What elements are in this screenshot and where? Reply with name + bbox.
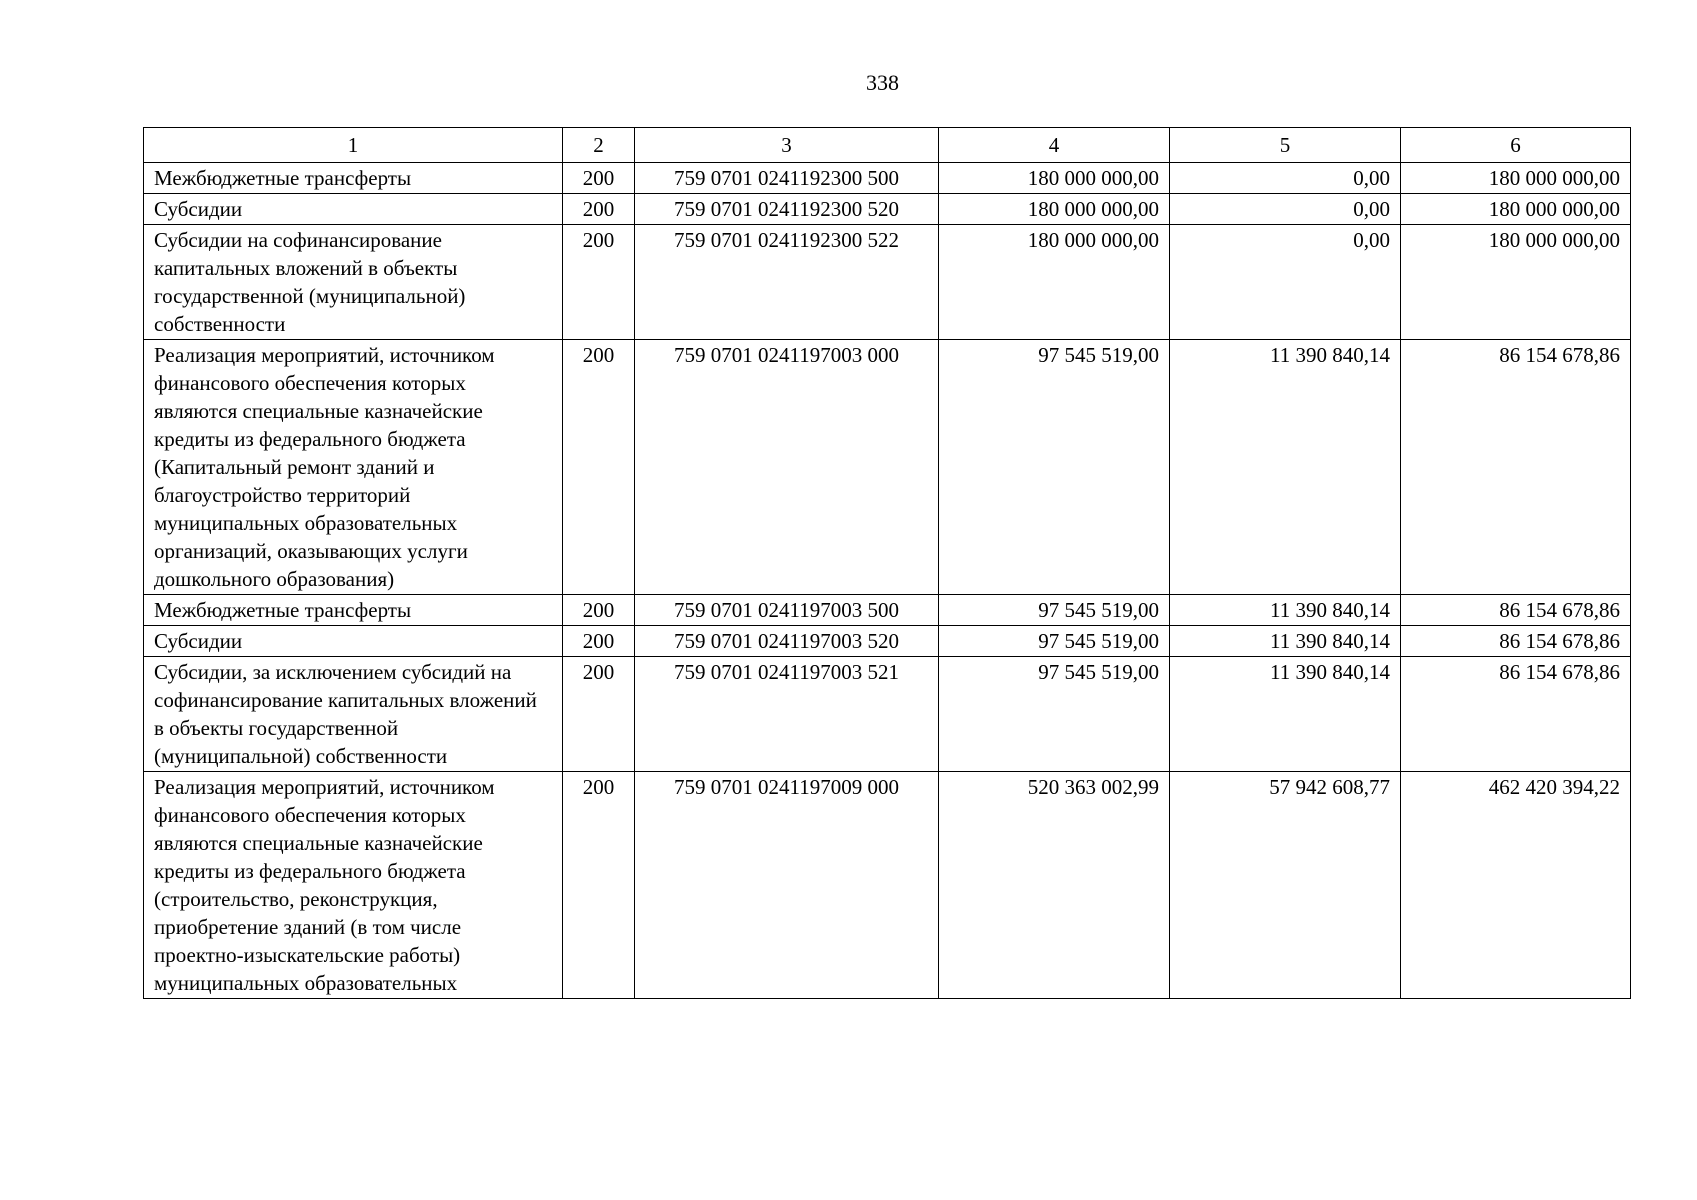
row-kbk: 759 0701 0241192300 520 xyxy=(635,194,939,225)
row-name: Реализация мероприятий, источником финансового обеспечения которых являются специальные казначейские кредиты из федерального бюджета (Капитальный ремонт зданий и благоустройство территорий муниципальных образовательных организаций, оказывающих услуги дошкольного образования) xyxy=(144,340,563,595)
row-col5: 11 390 840,14 xyxy=(1170,657,1401,772)
row-kbk: 759 0701 0241197003 520 xyxy=(635,626,939,657)
row-code: 200 xyxy=(563,194,635,225)
row-name: Субсидии xyxy=(144,626,563,657)
row-col4: 97 545 519,00 xyxy=(939,626,1170,657)
row-col5: 11 390 840,14 xyxy=(1170,340,1401,595)
table-row xyxy=(144,657,1631,772)
row-col5: 57 942 608,77 xyxy=(1170,772,1401,999)
row-col4: 520 363 002,99 xyxy=(939,772,1170,999)
row-name: Субсидии на софинансирование капитальных вложений в объекты государственной (муниципальной) собственности xyxy=(144,225,563,340)
row-code: 200 xyxy=(563,626,635,657)
table-header-row xyxy=(144,128,1631,163)
row-kbk: 759 0701 0241192300 500 xyxy=(635,163,939,194)
row-col4: 180 000 000,00 xyxy=(939,225,1170,340)
table-row xyxy=(144,626,1631,657)
table-row xyxy=(144,595,1631,626)
row-col6: 180 000 000,00 xyxy=(1401,163,1631,194)
row-col6: 462 420 394,22 xyxy=(1401,772,1631,999)
row-col5: 0,00 xyxy=(1170,225,1401,340)
row-code: 200 xyxy=(563,225,635,340)
row-name: Реализация мероприятий, источником финансового обеспечения которых являются специальные казначейские кредиты из федерального бюджета (строительство, реконструкция, приобретение зданий (в том числе проектно-изыскательские работы) муниципальных образовательных xyxy=(144,772,563,999)
column-header-3: 3 xyxy=(635,128,939,163)
row-kbk: 759 0701 0241197003 500 xyxy=(635,595,939,626)
row-code: 200 xyxy=(563,163,635,194)
row-col4: 97 545 519,00 xyxy=(939,340,1170,595)
row-col5: 0,00 xyxy=(1170,163,1401,194)
row-col6: 180 000 000,00 xyxy=(1401,225,1631,340)
table-row xyxy=(144,194,1631,225)
column-header-2: 2 xyxy=(563,128,635,163)
row-col6: 180 000 000,00 xyxy=(1401,194,1631,225)
column-header-6: 6 xyxy=(1401,128,1631,163)
row-code: 200 xyxy=(563,595,635,626)
page-number: 338 xyxy=(866,70,899,95)
row-col5: 11 390 840,14 xyxy=(1170,626,1401,657)
row-col6: 86 154 678,86 xyxy=(1401,595,1631,626)
column-header-5: 5 xyxy=(1170,128,1401,163)
row-name: Субсидии, за исключением субсидий на софинансирование капитальных вложений в объекты государственной (муниципальной) собственности xyxy=(144,657,563,772)
row-kbk: 759 0701 0241197009 000 xyxy=(635,772,939,999)
row-kbk: 759 0701 0241192300 522 xyxy=(635,225,939,340)
row-col5: 11 390 840,14 xyxy=(1170,595,1401,626)
row-code: 200 xyxy=(563,340,635,595)
row-name: Межбюджетные трансферты xyxy=(144,595,563,626)
table-row xyxy=(144,772,1631,999)
row-kbk: 759 0701 0241197003 000 xyxy=(635,340,939,595)
table-row xyxy=(144,163,1631,194)
row-code: 200 xyxy=(563,657,635,772)
column-header-4: 4 xyxy=(939,128,1170,163)
row-code: 200 xyxy=(563,772,635,999)
row-col6: 86 154 678,86 xyxy=(1401,626,1631,657)
row-col4: 97 545 519,00 xyxy=(939,657,1170,772)
budget-table xyxy=(143,127,1631,999)
table-row xyxy=(144,340,1631,595)
row-col5: 0,00 xyxy=(1170,194,1401,225)
row-col4: 180 000 000,00 xyxy=(939,163,1170,194)
row-col6: 86 154 678,86 xyxy=(1401,657,1631,772)
column-header-1: 1 xyxy=(144,128,563,163)
table-row xyxy=(144,225,1631,340)
row-name: Межбюджетные трансферты xyxy=(144,163,563,194)
row-name: Субсидии xyxy=(144,194,563,225)
row-col4: 97 545 519,00 xyxy=(939,595,1170,626)
row-col4: 180 000 000,00 xyxy=(939,194,1170,225)
row-col6: 86 154 678,86 xyxy=(1401,340,1631,595)
row-kbk: 759 0701 0241197003 521 xyxy=(635,657,939,772)
